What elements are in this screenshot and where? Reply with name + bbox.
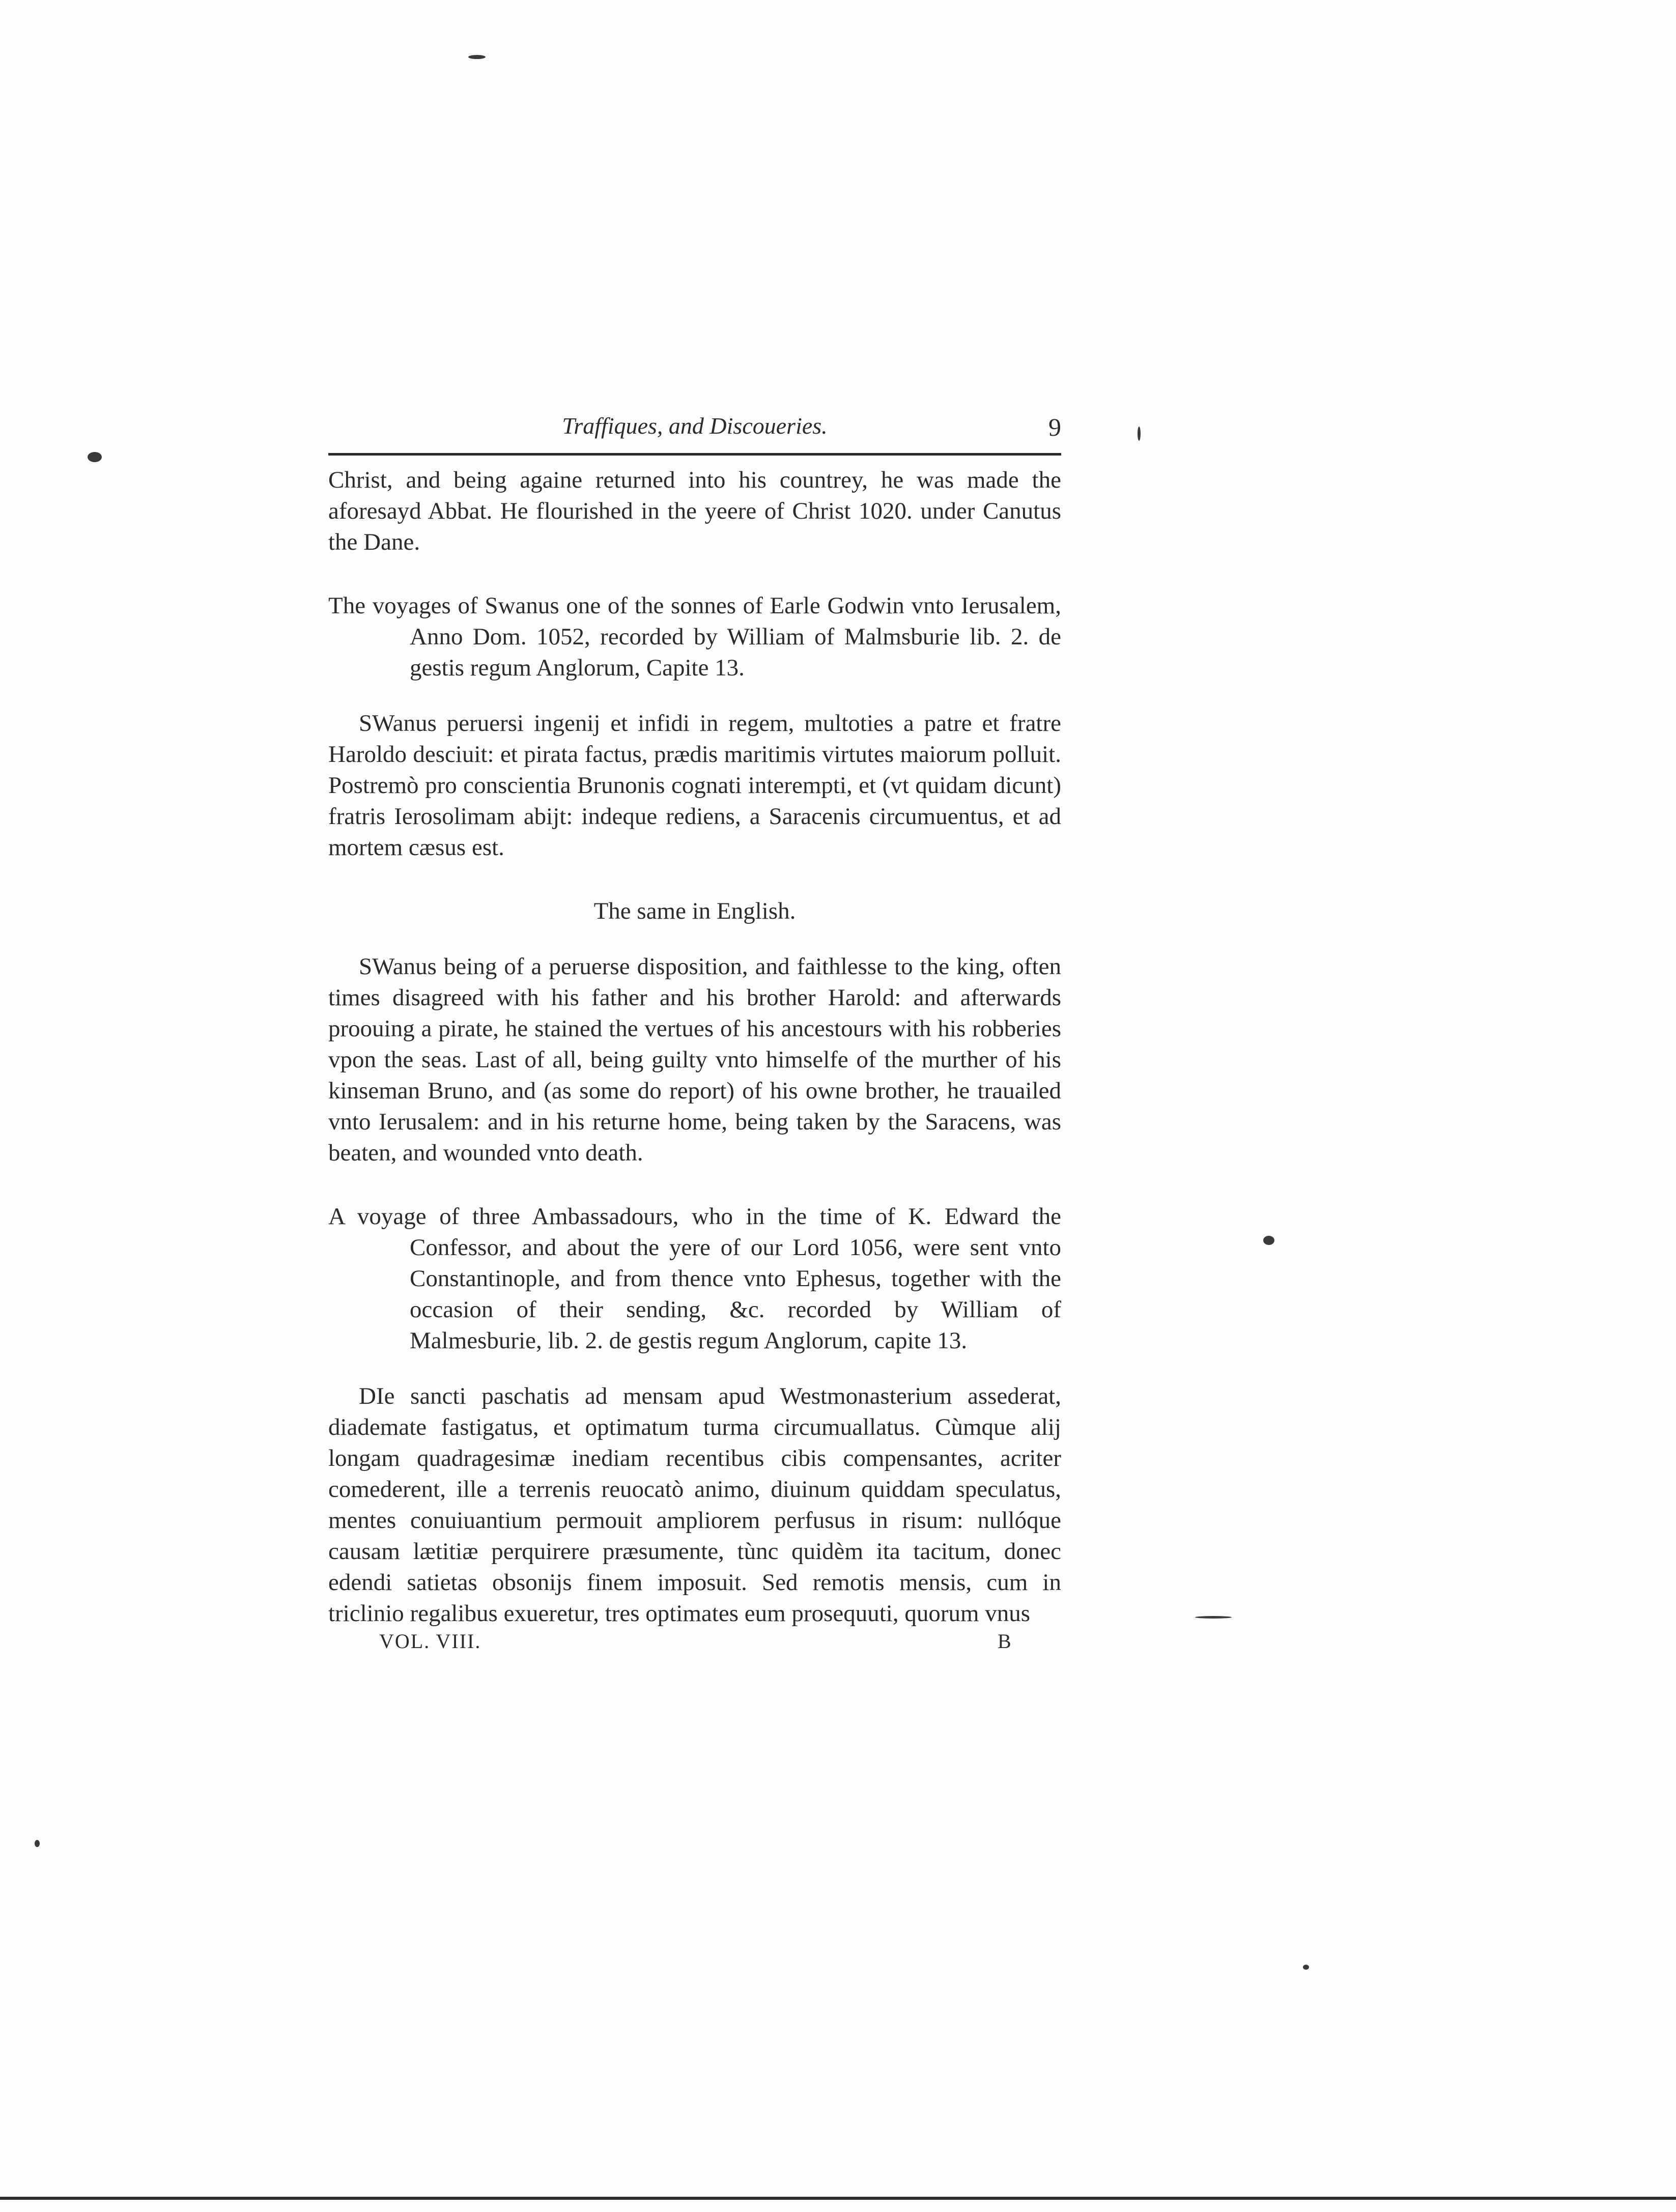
page-number: 9 bbox=[1048, 413, 1061, 441]
spacer bbox=[328, 863, 1061, 896]
latin-paragraph-ambassadours: DIe sancti paschatis ad mensam apud Westmonasterium assederat, diademate fastigatus, et optimatum turma circumuallatus. Cùmque alij longam quadragesimæ inediam recentibus cibis compensantes, acriter comederent, ille a terrenis reuocatò animo, diuinum quiddam speculatus, mentes conuiuantium permouit ampliorem perfusus in risum: nullóque causam lætitiæ perquirere præsumente, tùnc quidèm ita tacitum, donec edendi satietas obsonijs finem imposuit. Sed remotis mensis, cum in triclinio regalibus exueretur, tres optimates eum prosequuti, quorum vnus bbox=[328, 1383, 1061, 1627]
specks bbox=[1263, 1236, 1274, 1245]
volume-label: VOL. VIII. bbox=[379, 1630, 481, 1653]
specks bbox=[468, 55, 486, 59]
section-heading-ambassadours: A voyage of three Ambassadours, who in the time of K. Edward the Confessor, and about the yere of our Lord 1056, were sent vnto Constantinople, and from thence vnto Ephesus, together with the occasion of their sending, &c. recorded by William of Malmesburie, lib. 2. de gestis regum Anglorum, capite 13. bbox=[328, 1203, 1061, 1354]
signature-mark: B bbox=[998, 1630, 1011, 1653]
bottom-scan-edge bbox=[0, 2197, 1676, 2200]
specks bbox=[1303, 1965, 1309, 1970]
spacer bbox=[328, 684, 1061, 708]
section-heading-swanus: The voyages of Swanus one of the sonnes of Earle Godwin vnto Ierusalem, Anno Dom. 1052, recorded by William of Malmsburie lib. 2. de gestis regum Anglorum, Capite 13. bbox=[328, 592, 1061, 681]
latin-paragraph-swanus: SWanus peruersi ingenij et infidi in regem, multoties a patre et fratre Haroldo desciuit: et pirata factus, prædis maritimis virtutes maiorum polluit. Postremò pro conscientia Brunonis cognati interempti, et (vt quidam dicunt) fratris Ierosolimam abijt: indeque rediens, a Saracenis circumuentus, et ad mortem cæsus est. bbox=[328, 710, 1061, 861]
spacer bbox=[328, 927, 1061, 951]
specks bbox=[88, 452, 102, 462]
running-title: Traffiques, and Discoueries. bbox=[562, 413, 828, 439]
specks bbox=[1138, 427, 1141, 441]
running-head bbox=[328, 402, 1061, 453]
signature-line bbox=[328, 1629, 1061, 1660]
section-heading-english: The same in English. bbox=[593, 898, 796, 924]
specks bbox=[35, 1840, 40, 1847]
spacer bbox=[328, 1169, 1061, 1201]
english-paragraph-swanus: SWanus being of a peruerse disposition, and faithlesse to the king, often times disagreed with his father and his brother Harold: and afterwards proouing a pirate, he stained the vertues of his ancestours with his robberies vpon the seas. Last of all, being guilty vnto himselfe of the murther of his kinseman Bruno, and (as some do report) of his owne brother, he trauailed vnto Ierusalem: and in his returne home, being taken by the Saracens, was beaten, and wounded vnto death. bbox=[328, 953, 1061, 1166]
specks bbox=[1195, 1616, 1232, 1619]
spacer bbox=[328, 1356, 1061, 1381]
header-rule bbox=[328, 453, 1061, 456]
text-column bbox=[328, 402, 1061, 1660]
spacer bbox=[328, 558, 1061, 590]
intro-paragraph: Christ, and being againe returned into his countrey, he was made the aforesayd Abbat. He flourished in the yeere of Christ 1020. under Canutus the Dane. bbox=[328, 467, 1061, 555]
